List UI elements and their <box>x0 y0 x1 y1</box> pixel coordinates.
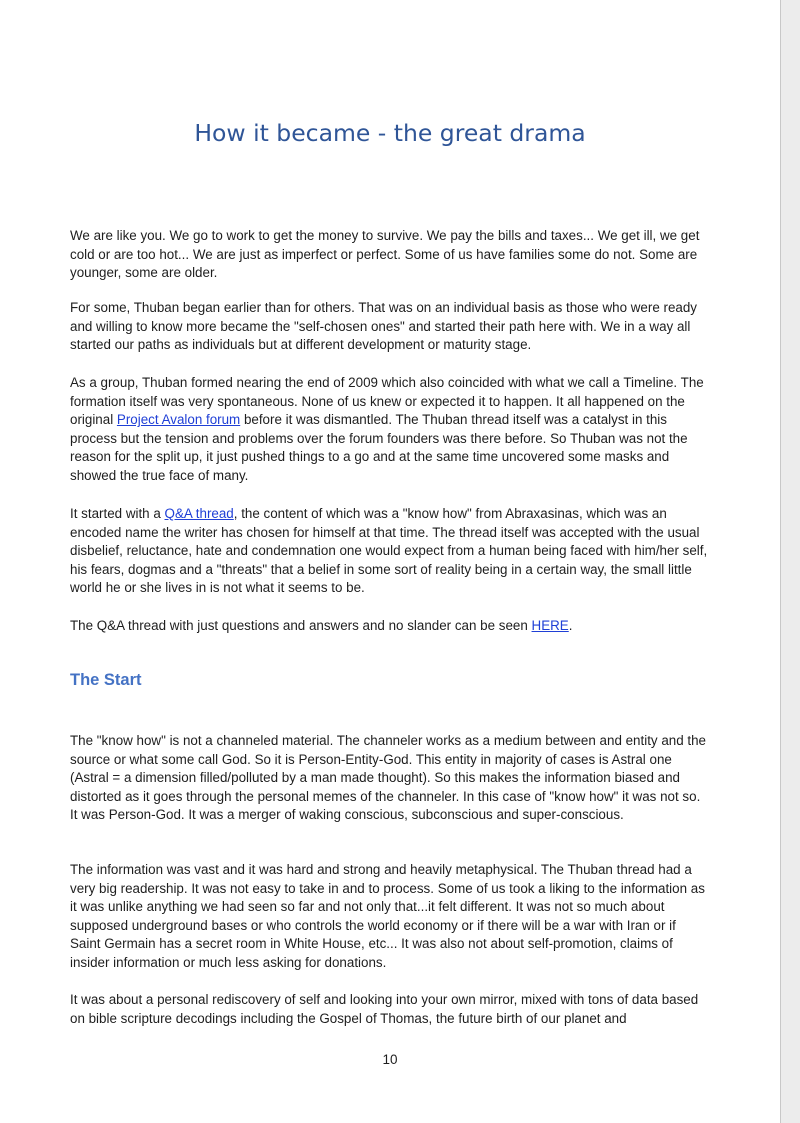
paragraph-know-how: The "know how" is not a channeled material. The channeler works as a medium between and entity and the source or what some call God. So it is Person-Entity-God. This entity in majority of cases is Astral one (Astral = a dimension filled/polluted by a man made thought). So this makes the information biased and distorted as it goes through the personal memes of the channeler. In this case of "know how" it was not so. It was Person-God. It was a merger of waking conscious, subconscious and super-conscious. <box>70 733 707 823</box>
here-link[interactable]: HERE <box>531 618 569 633</box>
paragraph-text: . <box>568 618 573 633</box>
paragraph-text: It started with a <box>70 506 165 521</box>
paragraph-group-formation <box>70 374 710 486</box>
viewer-background <box>781 0 800 1123</box>
paragraph-qa-link <box>70 617 710 636</box>
paragraph-rediscovery: It was about a personal rediscovery of self and looking into your own mirror, mixed with tons of data based on bible scripture decodings including the Gospel of Thomas, the future birth of our planet and <box>70 992 699 1026</box>
paragraph-information: The information was vast and it was hard and strong and heavily metaphysical. The Thuban thread had a very big readership. It was not easy to take in and to process. Some of us took a liking to the information as it was unlike anything we had seen so far and not only that...it felt different. It was not so much about supposed underground bases or who controls the world economy or if there will be a war with Iran or if Saint Germain has a secret room in White House, etc... It was also not about self-promotion, claims of insider information or much less asking for donations. <box>70 862 705 970</box>
paragraph-text: before it was dismantled. The Thuban thread itself was a catalyst in this process but the tension and problems over the forum founders was there before. So Thuban was not the reason for the split up, it just pushed things to a go and at the same time uncovered some masks and showed the true face of many. <box>70 412 688 483</box>
paragraph-intro: We are like you. We go to work to get the money to survive. We pay the bills and taxes... We get ill, we get cold or are too hot... We are just as imperfect or perfect. Some of us have families some do not. Some are younger, some are older. <box>70 228 700 281</box>
paragraph-early-thuban: For some, Thuban began earlier than for others. That was on an individual basis as those who were ready and willing to know more became the "self-chosen ones" and started their path here with. We in a way all started our paths as individuals but at different development or maturity stage. <box>70 300 697 353</box>
paragraph-text: As a group, Thuban formed nearing the end of 2009 which also coincided with what we call a Timeline. The formation itself was very spontaneous. None of us knew or expected it to happen. It all happened on the original <box>70 375 704 428</box>
paragraph-text: The Q&A thread with just questions and answers and no slander can be seen <box>70 618 532 633</box>
page-title: How it became - the great drama <box>194 119 586 147</box>
qa-thread-link[interactable]: Q&A thread <box>164 506 234 521</box>
paragraph-text: , the content of which was a "know how" from Abraxasinas, which was an encoded name the writer has chosen for himself at that time. The thread itself was accepted with the usual disbelief, reluctance, hate and condemnation one would expect from a human being faced with him/her self, his fears, dogmas and a "threats" that a belief in some sort of reality being in a certain way, the small little world he or she lives in is not what it seems to be. <box>70 506 708 596</box>
paragraph-qa-thread <box>70 505 710 598</box>
project-avalon-forum-link[interactable]: Project Avalon forum <box>116 412 241 428</box>
section-heading: The Start <box>70 671 142 689</box>
page-number: 10 <box>382 1052 398 1067</box>
